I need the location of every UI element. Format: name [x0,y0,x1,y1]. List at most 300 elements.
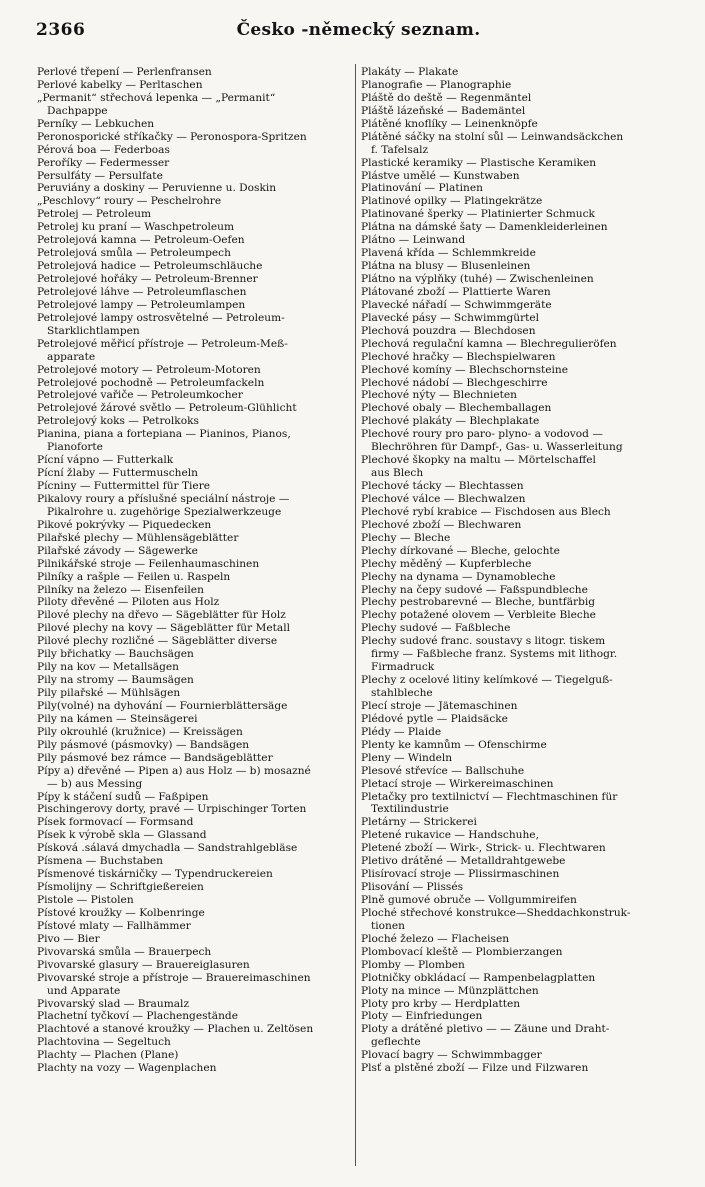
dictionary-entry [361,609,691,622]
dictionary-entry [361,985,691,998]
page-title: Česko -německý seznam. [236,20,481,40]
dictionary-entry [37,234,352,247]
dictionary-entry [361,351,691,364]
entry-continuation: f. Tafelsalz [371,143,429,156]
entry-continuation: aus Blech [371,467,424,480]
dictionary-entry [361,1062,691,1075]
entry-line: Písmenové tiskárničky — Typendruckereien [37,868,273,881]
dictionary-entry [361,674,691,700]
entry-line: Plechy potažené olovem — Verbleite Bleche [361,609,596,622]
entry-line: Pilové plechy na kovy — Sägeblätter für Metall [37,622,291,635]
entry-line: Písek k výrobě skla — Glassand [37,829,207,842]
dictionary-entry [37,855,352,868]
entry-line: Plechové komíny — Blechschornsteine [361,363,569,376]
page-header [36,20,681,46]
entry-line: Plechové plakáty — Blechplakate [361,415,540,428]
right-column [361,66,691,1075]
entry-line: Plechová pouzdra — Blechdosen [361,324,536,337]
entry-line: Plachty na vozy — Wagenplachen [37,1062,217,1075]
dictionary-entry [361,325,691,338]
dictionary-entry [37,454,352,467]
entry-line: Pilníky a rašple — Feilen u. Raspeln [37,570,231,583]
entry-continuation: Pianoforte [47,441,103,454]
entry-line: Plechové obaly — Blechemballagen [361,402,552,415]
dictionary-entry [37,920,352,933]
dictionary-entry [37,700,352,713]
entry-line: Pischingerovy dorty, pravé — Urpischinger Torten [37,803,307,816]
entry-line: Pikové pokrývky — Piquedecken [37,518,212,531]
dictionary-entry [37,998,352,1011]
entry-line: Plisírovací stroje — Plissirmaschinen [361,868,560,881]
entry-line: Platinované šperky — Platinierter Schmuck [361,208,595,221]
entry-line: Plisování — Plissés [361,881,464,894]
left-column [37,66,352,1075]
dictionary-entry [37,467,352,480]
dictionary-entry [361,493,691,506]
dictionary-entry [37,545,352,558]
dictionary-entry [37,532,352,545]
entry-line: Pily okrouhlé (kružnice) — Kreissägen [37,725,243,738]
dictionary-entry [361,364,691,377]
dictionary-entry [361,415,691,428]
entry-continuation: Blechröhren für Dampf-, Gas- u. Wasserleitung [371,441,623,454]
entry-line: Perníky — Lebkuchen [37,117,155,130]
entry-line: Pleny — Windeln [361,751,453,764]
entry-line: Plechy na čepy sudové — Faßspundbleche [361,583,588,596]
dictionary-entry [361,260,691,273]
dictionary-entry [361,338,691,351]
entry-line: Plecí stroje — Jätemaschinen [361,699,518,712]
dictionary-entry [361,273,691,286]
entry-line: Plavecké nářadí — Schwimmgeräte [361,298,552,311]
dictionary-entry [361,1049,691,1062]
entry-line: Pípy a) dřevěné — Pipen a) aus Holz — b) mosazné [37,764,311,777]
entry-line: Plotničky obkládací — Rampenbelagplatten [361,971,596,984]
entry-line: Plechové roury pro paro- plyno- a vodovod — [361,428,603,441]
dictionary-entry [361,635,691,674]
entry-line: Plátěné knoflíky — Leinenknöpfe [361,117,538,130]
dictionary-entry [37,752,352,765]
entry-line: Ploty pro krby — Herdplatten [361,997,521,1010]
dictionary-entry [37,79,352,92]
dictionary-entry [37,881,352,894]
dictionary-entry [37,428,352,454]
entry-line: Petrolejové pochodně — Petroleumfackeln [37,376,265,389]
entry-line: Pistole — Pistolen [37,894,134,906]
entry-line: Petrolejové lampy ostrosvětelné — Petroleum- [37,311,285,324]
entry-line: Plátno na výplňky (tuhé) — Zwischenleinen [361,273,594,285]
dictionary-entry [361,972,691,985]
dictionary-entry [37,208,352,221]
entry-line: Pikalovy roury a příslušné speciální nástroje — [37,492,290,505]
dictionary-entry [37,558,352,571]
dictionary-entry [361,221,691,234]
entry-line: Pily na kov — Metallsägen [37,661,179,674]
dictionary-entry [361,545,691,558]
dictionary-entry [37,661,352,674]
entry-line: Pivo — Bier [37,932,100,945]
dictionary-entry [37,791,352,804]
entry-line: Plomby — Plomben [361,958,465,971]
entry-line: „Peschlovy“ roury — Peschelrohre [37,195,222,208]
entry-line: Písmolijny — Schriftgießereien [37,881,204,894]
dictionary-entry [361,571,691,584]
entry-line: Plachetní tyčkoví — Plachengestände [37,1010,238,1023]
dictionary-entry [361,389,691,402]
dictionary-entry [361,92,691,105]
entry-line: Plechové zboží — Blechwaren [361,518,522,531]
entry-line: Plechové rybí krabice — Fischdosen aus Blech [361,505,611,518]
entry-line: Platinové opilky — Platingekrätze [361,195,543,208]
entry-line: Plně gumové obruče — Vollgummireifen [361,894,577,906]
dictionary-entry [37,596,352,609]
entry-line: Petrolejové láhve — Petroleumflaschen [37,285,247,298]
dictionary-entry [361,998,691,1011]
dictionary-entry [361,1023,691,1049]
entry-line: Pícní vápno — Futterkalk [37,454,174,467]
dictionary-entry [37,364,352,377]
dictionary-entry [361,713,691,726]
entry-line: Plechové hračky — Blechspielwaren [361,350,556,363]
entry-line: „Permanit“ střechová lepenka — „Permanit“ [37,91,276,104]
dictionary-entry [37,415,352,428]
dictionary-entry [37,402,352,415]
dictionary-entry [361,480,691,493]
entry-line: Písek formovací — Formsand [37,816,194,829]
dictionary-entry [37,674,352,687]
entry-line: Plenty ke kamnům — Ofenschirme [361,738,547,751]
entry-line: Plechové tácky — Blechtassen [361,480,524,492]
dictionary-entry [361,454,691,480]
dictionary-entry [37,1036,352,1049]
entry-line: Perlové třepení — Perlenfransen [37,66,212,78]
entry-line: Pletačky pro textilnictví — Flechtmaschinen für [361,790,618,803]
entry-line: Petrolejový koks — Petrolkoks [37,415,199,428]
entry-line: Peronosporické stříkačky — Peronospora-Spritzen [37,130,307,143]
dictionary-entry [361,778,691,791]
entry-line: Plechové škopky na maltu — Mörtelschaffel [361,454,596,467]
entry-line: Pivovarské stroje a přístroje — Brauereimaschinen [37,971,311,984]
entry-line: Petrolejové vařiče — Petroleumkocher [37,389,243,402]
dictionary-entry [37,972,352,998]
entry-line: Pístové kroužky — Kolbenringe [37,906,205,919]
dictionary-entry [37,907,352,920]
entry-line: Pily pilařské — Mühlsägen [37,687,181,699]
entry-line: Petrolejová kamna — Petroleum-Oefen [37,234,245,247]
entry-line: Plechy sudové franc. soustavy s litogr. tiskem [361,635,606,648]
dictionary-entry [361,428,691,454]
entry-line: Plátna na blusy — Blusenleinen [361,260,531,273]
dictionary-entry [361,79,691,92]
dictionary-entry [361,286,691,299]
entry-line: Petrolej ku praní — Waschpetroleum [37,221,234,234]
entry-line: Plástve umělé — Kunstwaben [361,169,520,182]
entry-line: Plédové pytle — Plaidsäcke [361,712,508,725]
entry-line: Platinování — Platinen [361,182,483,195]
entry-line: Petrolejové motory — Petroleum-Motoren [37,363,261,376]
dictionary-entry [361,157,691,170]
entry-line: Plachty — Plachen (Plane) [37,1049,179,1062]
dictionary-entry [37,959,352,972]
dictionary-entry [37,338,352,364]
dictionary-entry [37,946,352,959]
dictionary-entry [37,221,352,234]
entry-line: Plastické keramiky — Plastische Keramiken [361,156,597,169]
dictionary-entry [361,881,691,894]
column-divider [355,64,356,1166]
entry-line: Pícniny — Futtermittel für Tiere [37,480,211,492]
dictionary-entry [37,739,352,752]
entry-line: Plachtové a stanové kroužky — Plachen u. Zeltösen [37,1023,314,1036]
entry-line: Plesové střevíce — Ballschuhe [361,764,525,777]
entry-continuation: firmy — Faßbleche franz. Systems mit lithogr. [371,648,618,661]
dictionary-entry [361,842,691,855]
dictionary-entry [361,868,691,881]
entry-line: Pletené zboží — Wirk-, Strick- u. Flechtwaren [361,842,606,855]
dictionary-entry [37,1049,352,1062]
entry-line: Pístové mlaty — Fallhämmer [37,919,191,932]
entry-continuation: Dachpappe [47,104,108,117]
entry-line: Petrolejové žárové světlo — Petroleum-Glühlicht [37,402,297,415]
dictionary-entry [37,312,352,338]
entry-line: Pletací stroje — Wirkereimaschinen [361,777,554,790]
dictionary-entry [361,829,691,842]
entry-line: Pletivo drátěné — Metalldrahtgewebe [361,855,566,868]
entry-line: Pláště lázeňské — Bademäntel [361,104,526,117]
entry-line: Pily pásmové (pásmovky) — Bandsägen [37,738,250,751]
entry-continuation: geflechte [371,1036,421,1049]
dictionary-entry [361,118,691,131]
dictionary-entry [361,66,691,79]
dictionary-entry [361,519,691,532]
dictionary-entry [361,208,691,221]
dictionary-entry [37,842,352,855]
entry-line: Petrolejové lampy — Petroleumlampen [37,298,246,311]
dictionary-entry [37,299,352,312]
dictionary-entry [361,959,691,972]
entry-line: Ploty — Einfriedungen [361,1010,483,1023]
entry-line: Peruviány a doskiny — Peruvienne u. Doskin [37,182,277,195]
entry-line: Plátna na dámské šaty — Damenkleiderleinen [361,221,608,234]
dictionary-entry [37,377,352,390]
entry-line: Plechy z ocelové litiny kelímkové — Tiegelguß- [361,674,613,687]
dictionary-entry [361,933,691,946]
dictionary-entry [37,182,352,195]
entry-line: Písmena — Buchstaben [37,855,163,868]
dictionary-entry [37,389,352,402]
entry-line: Pérová boa — Federboas [37,143,170,156]
entry-line: Plsť a plstěné zboží — Filze und Filzwaren [361,1062,589,1075]
dictionary-entry [37,170,352,183]
dictionary-entry [361,765,691,778]
entry-line: Petrolejová hadice — Petroleumschläuche [37,260,263,273]
dictionary-entry [361,752,691,765]
entry-line: Plátované zboží — Plattierte Waren [361,285,551,298]
dictionary-entry [37,868,352,881]
dictionary-entry [37,118,352,131]
entry-line: Plechové nýty — Blechnieten [361,389,517,402]
entry-line: Ploché železo — Flacheisen [361,932,510,945]
dictionary-entry [361,247,691,260]
dictionary-entry [37,765,352,791]
dictionary-entry [37,571,352,584]
dictionary-entry [37,933,352,946]
entry-continuation: stahlbleche [371,687,433,699]
dictionary-entry [361,791,691,817]
entry-line: Pilařské plechy — Mühlensägeblätter [37,531,239,544]
dictionary-entry [37,92,352,118]
dictionary-entry [361,907,691,933]
dictionary-entry [361,816,691,829]
dictionary-entry [37,157,352,170]
dictionary-entry [361,1010,691,1023]
entry-line: Plechy sudové — Faßbleche [361,622,511,635]
entry-line: Petrolej — Petroleum [37,208,152,221]
dictionary-entry [37,1010,352,1023]
entry-line: Písková .sálavá dmychadla — Sandstrahlgebläse [37,842,298,855]
page-number: 2366 [36,20,86,40]
entry-line: Plátěné sáčky na stolní sůl — Leinwandsäckchen [361,130,624,143]
dictionary-entry [37,1023,352,1036]
entry-line: Pícní žlaby — Futtermuscheln [37,467,198,480]
entry-line: Ploché střechové konstrukce—Sheddachkonstruk- [361,906,631,919]
dictionary-entry [37,144,352,157]
entry-line: Ploty a drátěné pletivo — — Zäune und Draht- [361,1023,610,1036]
entry-continuation: tionen [371,919,405,932]
entry-line: Petrolejové měřicí přístroje — Petroleum-Meß- [37,337,288,350]
dictionary-entry [361,195,691,208]
entry-line: Plechové nádobí — Blechgeschirre [361,376,548,389]
dictionary-entry [361,622,691,635]
entry-line: Pilníky na železo — Eisenfeilen [37,583,204,596]
dictionary-entry [37,894,352,907]
entry-line: Pily na stromy — Baumsägen [37,674,194,687]
dictionary-entry [37,480,352,493]
dictionary-entry [361,739,691,752]
entry-line: Pípy k stáčení sudů — Faßpipen [37,790,209,803]
dictionary-entry [361,558,691,571]
dictionary-entry [361,700,691,713]
dictionary-entry [361,584,691,597]
dictionary-entry [37,286,352,299]
entry-line: Plechy pestrobarevné — Bleche, buntfärbig [361,596,596,609]
dictionary-entry [37,713,352,726]
dictionary-entry [37,519,352,532]
dictionary-entry [37,726,352,739]
entry-line: Plovací bagry — Schwimmbagger [361,1049,542,1062]
entry-line: Plechy — Bleche [361,531,451,544]
entry-line: Pláště do deště — Regenmäntel [361,91,532,104]
dictionary-entry [37,195,352,208]
dictionary-entry [37,66,352,79]
dictionary-entry [361,855,691,868]
dictionary-entry [361,894,691,907]
entry-line: Persulfáty — Persulfate [37,169,163,182]
entry-line: Pilařské závody — Sägewerke [37,544,198,557]
entry-line: Plechy měděný — Kupferbleche [361,557,532,570]
entry-line: Plombovací kleště — Plombierzangen [361,945,563,958]
dictionary-entry [361,946,691,959]
entry-line: Petrolejová smůla — Petroleumpech [37,247,231,260]
entry-continuation: Textilindustrie [371,803,449,816]
entry-line: Pilové plechy na dřevo — Sägeblätter für Holz [37,609,286,622]
dictionary-entry [361,596,691,609]
dictionary-entry [361,234,691,247]
entry-line: Pilové plechy rozličné — Sägeblätter diverse [37,635,278,648]
dictionary-entry [361,402,691,415]
dictionary-entry [37,622,352,635]
dictionary-entry [37,687,352,700]
dictionary-entry [361,377,691,390]
entry-line: Pivovarský slad — Braumalz [37,997,190,1010]
dictionary-entry [37,273,352,286]
dictionary-entry [361,532,691,545]
entry-continuation: und Apparate [47,984,121,997]
dictionary-entry [361,170,691,183]
dictionary-entry [37,635,352,648]
entry-line: Pily břichatky — Bauchsägen [37,648,194,661]
entry-continuation: apparate [47,350,96,363]
entry-line: Pilnikářské stroje — Feilenhaumaschinen [37,557,260,570]
dictionary-entry [37,584,352,597]
dictionary-entry [361,726,691,739]
entry-line: Planografie — Planographie [361,78,512,91]
entry-line: Petrolejové hořáky — Petroleum-Brenner [37,273,258,285]
dictionary-entry [37,1062,352,1075]
dictionary-entry [361,105,691,118]
entry-line: Plechy na dynama — Dynamobleche [361,570,556,583]
dictionary-entry [37,260,352,273]
entry-line: Pianina, piana a fortepiana — Pianinos, Pianos, [37,428,291,441]
dictionary-entry [37,609,352,622]
entry-line: Ploty na mince — Münzplättchen [361,984,539,997]
entry-line: Plavecké pásy — Schwimmgürtel [361,311,540,324]
entry-continuation: Starklichtlampen [47,324,140,337]
entry-line: Piloty dřevěné — Piloten aus Holz [37,596,220,609]
dictionary-entry [361,506,691,519]
entry-line: Plakáty — Plakate [361,66,459,78]
dictionary-entry [37,493,352,519]
entry-line: Pletárny — Strickerei [361,816,477,829]
dictionary-entry [361,312,691,325]
entry-line: Plavená křída — Schlemmkreide [361,247,536,260]
entry-line: Plechy dírkované — Bleche, gelochte [361,544,560,557]
dictionary-entry [37,131,352,144]
entry-line: Pletené rukavice — Handschuhe, [361,829,539,842]
entry-continuation: — b) aus Messing [47,777,143,790]
dictionary-entry [37,803,352,816]
entry-line: Peroříky — Federmesser [37,156,170,169]
dictionary-entry [37,247,352,260]
entry-line: Pily na kámen — Steinsägerei [37,712,198,725]
dictionary-entry [361,131,691,157]
dictionary-entry [37,648,352,661]
entry-line: Pily pásmové bez rámce — Bandsägeblätter [37,751,273,764]
entry-line: Pivovarské glasury — Brauereiglasuren [37,958,250,971]
entry-line: Perlové kabelky — Perltaschen [37,78,203,91]
entry-line: Plátno — Leinwand [361,234,466,247]
entry-line: Plédy — Plaide [361,725,442,738]
dictionary-entry [361,182,691,195]
entry-continuation: Firmadruck [371,661,435,674]
entry-line: Plachtovina — Segeltuch [37,1036,171,1049]
dictionary-entry [37,829,352,842]
entry-line: Pily(volné) na dyhování — Fournierblättersäge [37,699,288,712]
entry-line: Plechové válce — Blechwalzen [361,492,526,505]
dictionary-entry [361,299,691,312]
entry-line: Pivovarská smůla — Brauerpech [37,945,212,958]
entry-line: Plechová regulační kamna — Blechregulieröfen [361,337,617,350]
